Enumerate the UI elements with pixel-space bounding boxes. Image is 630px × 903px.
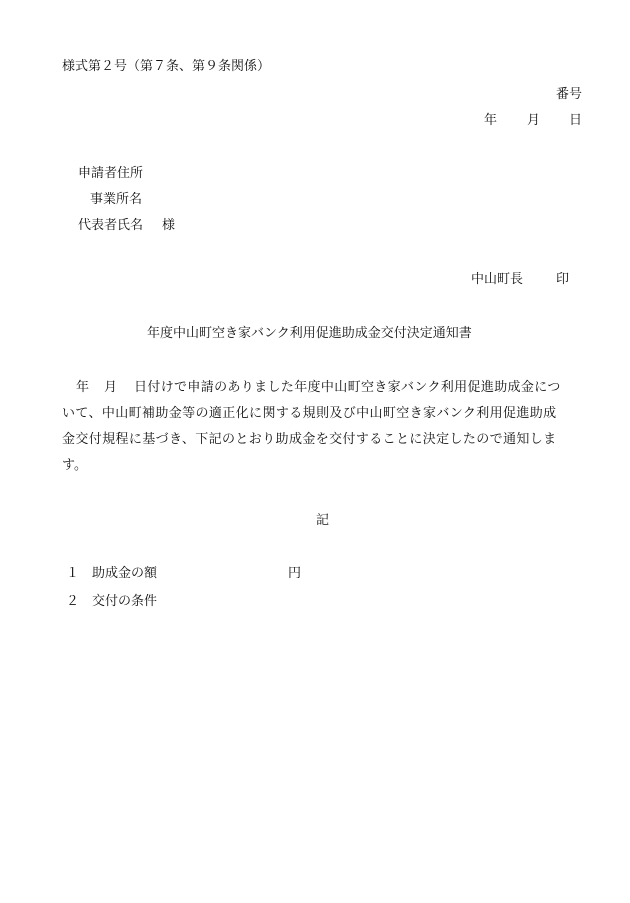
date-month-label: 月 xyxy=(527,113,541,128)
body-line-1: 日付けで申請のありました年度中山町空き家バンク利用促進助成金につ xyxy=(134,380,561,395)
document-number-label: 番号 xyxy=(556,87,583,102)
body-line-2: いて、中山町補助金等の適正化に関する規則及び中山町空き家バンク利用促進助成 xyxy=(62,406,557,421)
ki-heading: 記 xyxy=(316,513,330,528)
date-day-label: 日 xyxy=(569,113,583,128)
body-line-4: す。 xyxy=(62,458,87,473)
body-line-3: 金交付規程に基づき、下記のとおり助成金を交付することに決定したので通知しま xyxy=(62,432,557,447)
representative-name-label: 代表者氏名 xyxy=(78,218,144,233)
body-year: 年 xyxy=(76,380,90,395)
seal-mark: 印 xyxy=(556,272,570,287)
document-title: 年度中山町空き家バンク利用促進助成金交付決定通知書 xyxy=(147,326,472,341)
date-year-label: 年 xyxy=(484,113,498,128)
item-1-unit: 円 xyxy=(288,566,302,581)
issuer-title: 中山町長 xyxy=(471,272,524,287)
body-month: 月 xyxy=(104,380,118,395)
applicant-address-label: 申請者住所 xyxy=(78,166,144,181)
item-1-label: 助成金の額 xyxy=(92,566,158,581)
item-2-label: 交付の条件 xyxy=(92,594,158,609)
form-number-label: 様式第２号（第７条、第９条関係） xyxy=(62,59,271,74)
business-name-label: 事業所名 xyxy=(90,192,143,207)
honorific-sama: 様 xyxy=(162,218,176,233)
item-2-number: ２ xyxy=(66,594,80,609)
item-1-number: １ xyxy=(66,566,80,581)
